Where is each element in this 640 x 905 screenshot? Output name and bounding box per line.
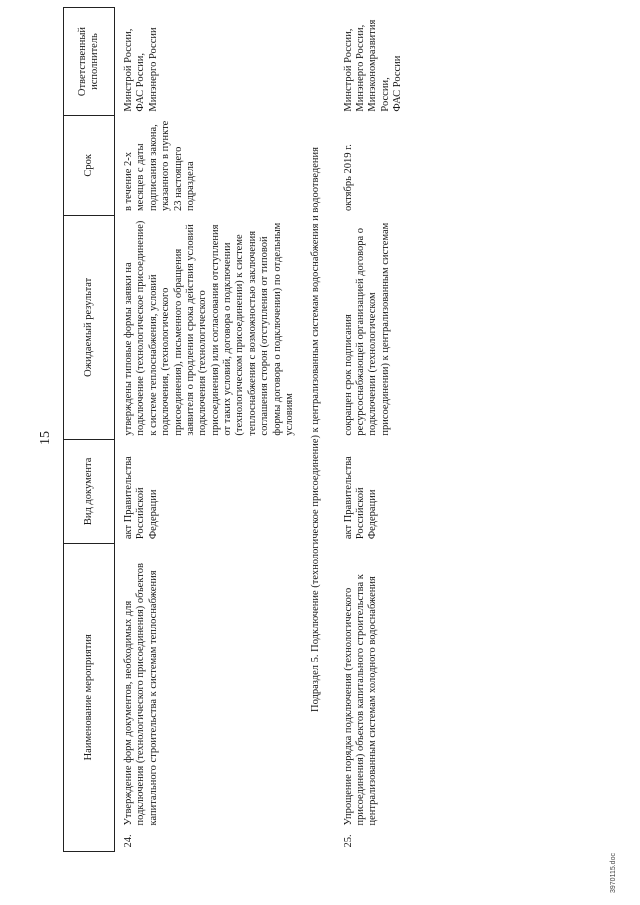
row-25-kind: акт Правительства Российской Федерации [342,456,379,540]
row-25-name: Упрощение порядка подключения (технологического присоединения) объектов капитального строительства к централизованным системам холодного водоснабжения [342,574,379,826]
page-number: 15 [38,431,53,445]
table-row-25 [335,8,407,852]
header-document-kind: Вид документа [64,440,115,544]
row-24-name-cell [115,543,299,851]
row-24-result: утверждены типовые формы заявки на подключение (технологическое присоединение) к системе теплоснабжения, условий подключения, (технологического присоединения), письменного обращения заявителя о продлении срока действия условий подключения (технологического присоединения) или согласования отступления от таких условий, договора о подключении (технологическом присоединении) к системе теплоснабжения с возможностью заключения соглашения сторон (отступления от типовой формы договора о подключении) по отдельным условиям [123,220,295,436]
table-header-row [64,8,115,852]
table-row-24 [115,8,299,852]
row-24-term: в течение 2-х месяцев с даты подписания закона, указанного в пункте 23 настоящего подраздела [123,120,196,212]
row-25-result: сокращен срок подписания ресурсоснабжающей организацией договора о подключении (технологическом присоединении) к централизованным системам [342,222,391,436]
row-24-responsible: Минстрой России, ФАС России, Минэнерго России [123,27,159,112]
measures-table [63,7,407,852]
row-25-responsible: Минстрой России, Минэнерго России, Минэкономразвития России, ФАС России [342,19,404,112]
document-stamp: 3970115.doc [610,853,617,893]
header-term: Срок [64,116,115,215]
header-expected-result: Ожидаемый результат [64,215,115,440]
subsection-5-title: Подраздел 5. Подключение (технологическое присоединение) к централизованным системам водоснабжения и водоотведения [310,147,322,712]
subsection-row [298,8,334,852]
row-24-name: Утверждение форм документов, необходимых для подключения (технологического присоединения) объектов капитального строительства к системам теплоснабжения [123,563,159,826]
header-responsible: Ответственный исполнитель [64,8,115,116]
header-measure-name: Наименование мероприятия [64,543,115,851]
row-24-number: 24. [123,834,134,848]
row-24-kind: акт Правительства Российской Федерации [123,456,159,540]
row-25-name-cell [335,543,407,851]
row-25-number: 25. [342,834,354,848]
row-25-term: октябрь 2019 г. [342,144,354,212]
rotated-table-sheet [63,7,633,852]
